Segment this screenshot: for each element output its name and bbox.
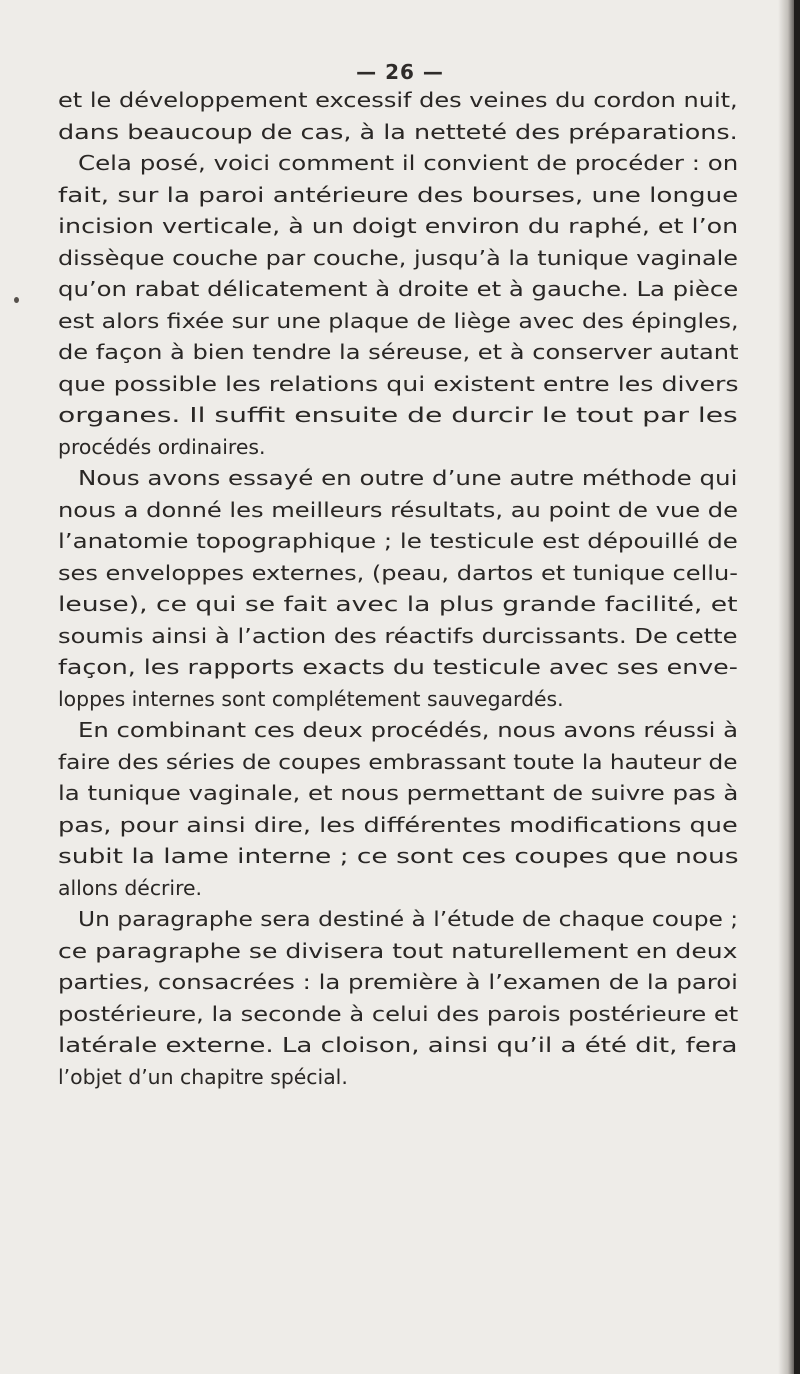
text-line: parties, consacrées : la première à l’examen de la paroi (58, 970, 738, 994)
text-line: la tunique vaginale, et nous permettant de suivre pas à (58, 781, 739, 805)
text-line: ce paragraphe se divisera tout naturellement en deux (58, 938, 738, 963)
text-line: Cela posé, voici comment il convient de procéder : on (78, 151, 739, 175)
text-line: organes. Il suffit ensuite de durcir le tout par les (58, 403, 738, 427)
text-line: dissèque couche par couche, jusqu’à la tunique vaginale (58, 245, 738, 270)
text-line: dans beaucoup de cas, à la netteté des préparations. (58, 119, 738, 144)
text-line: soumis ainsi à l’action des réactifs durcissants. De cette (58, 623, 738, 648)
text-line: latérale externe. La cloison, ainsi qu’il a été dit, fera (58, 1033, 738, 1057)
text-line: qu’on rabat délicatement à droite et à gauche. La pièce (58, 277, 739, 301)
text-line: En combinant ces deux procédés, nous avons réussi à (78, 718, 739, 742)
text-line: allons décrire. (58, 875, 203, 900)
text-line: et le développement excessif des veines du cordon nuit, (58, 88, 738, 112)
text-line: procédés ordinaires. (58, 434, 266, 459)
text-line: subit la lame interne ; ce sont ces coupes que nous (58, 844, 739, 868)
text-line: Nous avons essayé en outre d’une autre méthode qui (78, 466, 738, 490)
text-line: incision verticale, à un doigt environ du raphé, et l’on (58, 214, 739, 238)
text-line: faire des séries de coupes embrassant toute la hauteur de (58, 749, 738, 774)
text-line: postérieure, la seconde à celui des parois postérieure et (58, 1001, 739, 1026)
text-line: leuse), ce qui se fait avec la plus grande facilité, et (58, 592, 738, 616)
page-edge-dark (794, 0, 800, 1374)
text-line: ses enveloppes externes, (peau, dartos et tunique cellu- (58, 560, 738, 585)
text-line: Un paragraphe sera destiné à l’étude de chaque coupe ; (78, 907, 739, 931)
text-line: de façon à bien tendre la séreuse, et à conserver autant (58, 340, 739, 364)
text-line: fait, sur la paroi antérieure des bourses, une longue (58, 182, 739, 207)
text-line: est alors fixée sur une plaque de liège avec des épingles, (58, 308, 739, 333)
text-line: l’objet d’un chapitre spécial. (58, 1064, 348, 1089)
text-line: nous a donné les meilleurs résultats, au point de vue de (58, 497, 738, 522)
text-line: pas, pour ainsi dire, les différentes modifications que (58, 812, 738, 837)
text-line: façon, les rapports exacts du testicule avec ses enve- (58, 655, 738, 679)
text-line: loppes internes sont complétement sauvegardés. (58, 686, 564, 711)
text-line: l’anatomie topographique ; le testicule est dépouillé de (58, 529, 738, 553)
page-number: — 26 — (356, 60, 444, 84)
text-line: que possible les relations qui existent entre les divers (58, 371, 739, 396)
paper-speck (14, 297, 19, 303)
